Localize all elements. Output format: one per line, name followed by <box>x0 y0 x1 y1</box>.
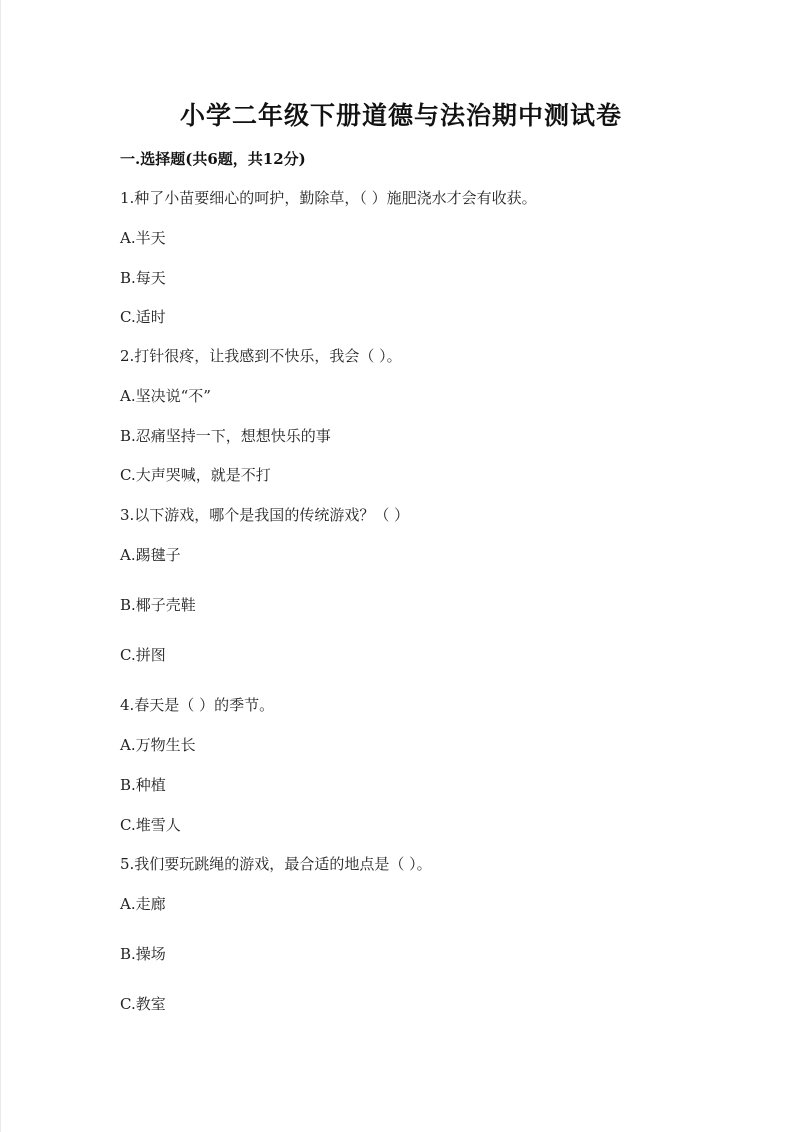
question-4-option-a: A.万物生长 <box>120 736 196 754</box>
question-5-text: 5.我们要玩跳绳的游戏，最合适的地点是（ ）。 <box>120 855 432 873</box>
question-3-option-c: C.拼图 <box>120 646 166 664</box>
question-1-text: 1.种了小苗要细心的呵护，勤除草，（ ）施肥浇水才会有收获。 <box>120 189 537 207</box>
question-4-text: 4.春天是（ ）的季节。 <box>120 696 275 714</box>
question-3-option-b: B.椰子壳鞋 <box>120 596 196 614</box>
question-3-text: 3.以下游戏，哪个是我国的传统游戏？（ ） <box>120 506 410 524</box>
page-title: 小学二年级下册道德与法治期中测试卷 <box>179 101 622 130</box>
question-2-option-b: B.忍痛坚持一下，想想快乐的事 <box>120 427 331 445</box>
question-2-option-a: A.坚决说“不” <box>120 387 211 405</box>
question-4-option-c: C.堆雪人 <box>120 816 181 834</box>
question-1-option-b: B.每天 <box>120 269 166 287</box>
question-1-option-c: C.适时 <box>120 308 166 326</box>
question-1-option-a: A.半天 <box>120 229 166 247</box>
question-2-option-c: C.大声哭喊，就是不打 <box>120 466 271 484</box>
question-5-option-a: A.走廊 <box>120 895 166 913</box>
question-4-option-b: B.种植 <box>120 776 166 794</box>
question-3-option-a: A.踢毽子 <box>120 546 181 564</box>
question-5-option-b: B.操场 <box>120 945 166 963</box>
section-heading: 一.选择题(共6题，共12分) <box>120 150 306 168</box>
question-5-option-c: C.教室 <box>120 995 166 1013</box>
question-2-text: 2.打针很疼，让我感到不快乐，我会（ ）。 <box>120 347 402 365</box>
